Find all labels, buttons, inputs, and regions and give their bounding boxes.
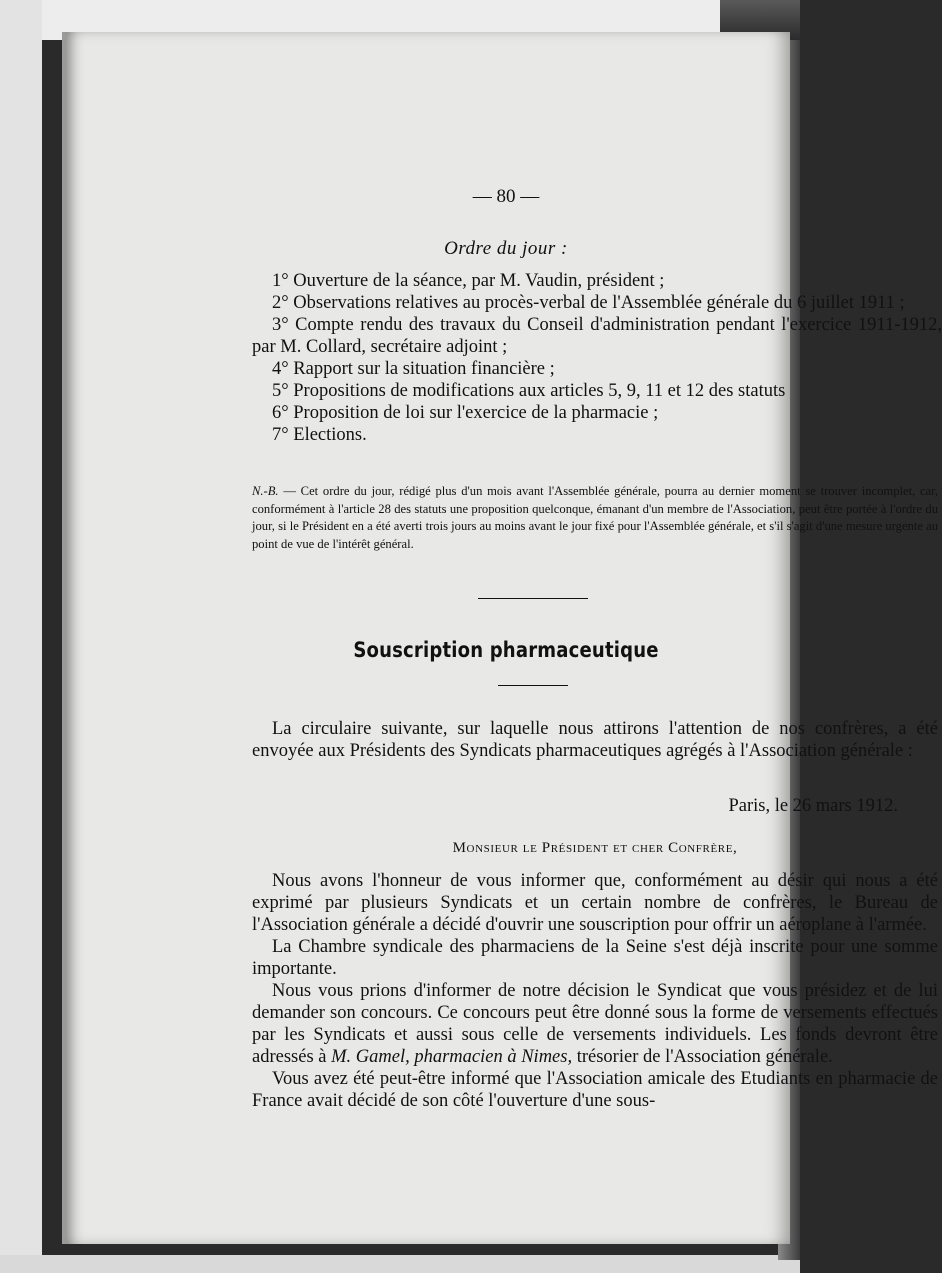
letter-paragraph: Vous avez été peut-être informé que l'Association amicale des Etudiants en pharmacie de France avait décidé de son côté l'ouverture d'une sous- [252, 1069, 938, 1111]
letter-date: Paris, le 26 mars 1912. [728, 796, 898, 816]
nota-bene-label: N.-B. [252, 484, 279, 498]
scan-left-margin [0, 0, 42, 1273]
intro-text: La circulaire suivante, sur laquelle nous attirons l'attention de nos confrères, a été envoyée aux Présidents des Syndicats pharmaceutiques agrégés à l'Association générale : [252, 719, 938, 761]
letter-paragraph: Nous avons l'honneur de vous informer que, conformément au désir qui nous a été exprimé par plusieurs Syndicats et un certain nombre de confrères, le Bureau de l'Association générale a décidé d'ouvrir une souscription pour offrir un aéroplane à l'armée. [252, 871, 938, 935]
book-page [62, 32, 942, 1244]
letter-paragraph [252, 980, 938, 1068]
agenda-list [252, 270, 942, 446]
letter-text: Nous vous prions d'informer de notre décision le Syndicat que vous présidez et de lui demander son concours. Ce concours peut être donné sous la forme de versements effectués par les Syndicats et aussi sous celle de versements individuels. Les fonds devront être adressés à [252, 981, 938, 1067]
divider [478, 598, 588, 599]
intro-paragraph [252, 718, 938, 762]
treasurer-name: M. Gamel, pharmacien à Nimes, [331, 1047, 573, 1067]
agenda-item: 1° Ouverture de la séance, par M. Vaudin, président ; [272, 271, 665, 291]
agenda-item: 4° Rapport sur la situation financière ; [272, 359, 555, 379]
agenda-item: 6° Proposition de loi sur l'exercice de la pharmacie ; [272, 403, 659, 423]
agenda-item: 5° Propositions de modifications aux articles 5, 9, 11 et 12 des statuts [272, 381, 786, 401]
page-number: — 80 — [472, 186, 540, 207]
nota-bene [252, 483, 938, 553]
agenda-item: 3° Compte rendu des travaux du Conseil d'administration pendant l'exercice 1911-1912, par M. Collard, secrétaire adjoint ; [252, 315, 942, 357]
letter-text: trésorier de l'Association générale. [572, 1047, 833, 1067]
letter-body [252, 870, 938, 1112]
divider [498, 685, 568, 686]
agenda-item: 7° Elections. [272, 425, 367, 445]
section-title: Souscription pharmaceutique [353, 638, 659, 662]
nota-bene-text: — Cet ordre du jour, rédigé plus d'un mois avant l'Assemblée générale, pourra au dernier moment se trouver incomplet, car, conformément à l'article 28 des statuts une proposition quelconque, émanant d'un membre de l'Association, peut être portée à l'ordre du jour, si le Président en a été averti trois jours au moins avant le jour fixé pour l'Assemblée générale, et s'il s'agit d'une mesure urgente au point de vue de l'intérêt général. [252, 484, 938, 551]
letter-paragraph: La Chambre syndicale des pharmaciens de la Seine s'est déjà inscrite pour une somme importante. [252, 937, 938, 979]
agenda-title: Ordre du jour : [444, 238, 568, 259]
letter-salutation: Monsieur le Président et cher Confrère, [452, 840, 738, 856]
scan-bottom-margin [0, 1255, 800, 1273]
agenda-item: 2° Observations relatives au procès-verbal de l'Assemblée générale du 6 juillet 1911 ; [272, 293, 905, 313]
